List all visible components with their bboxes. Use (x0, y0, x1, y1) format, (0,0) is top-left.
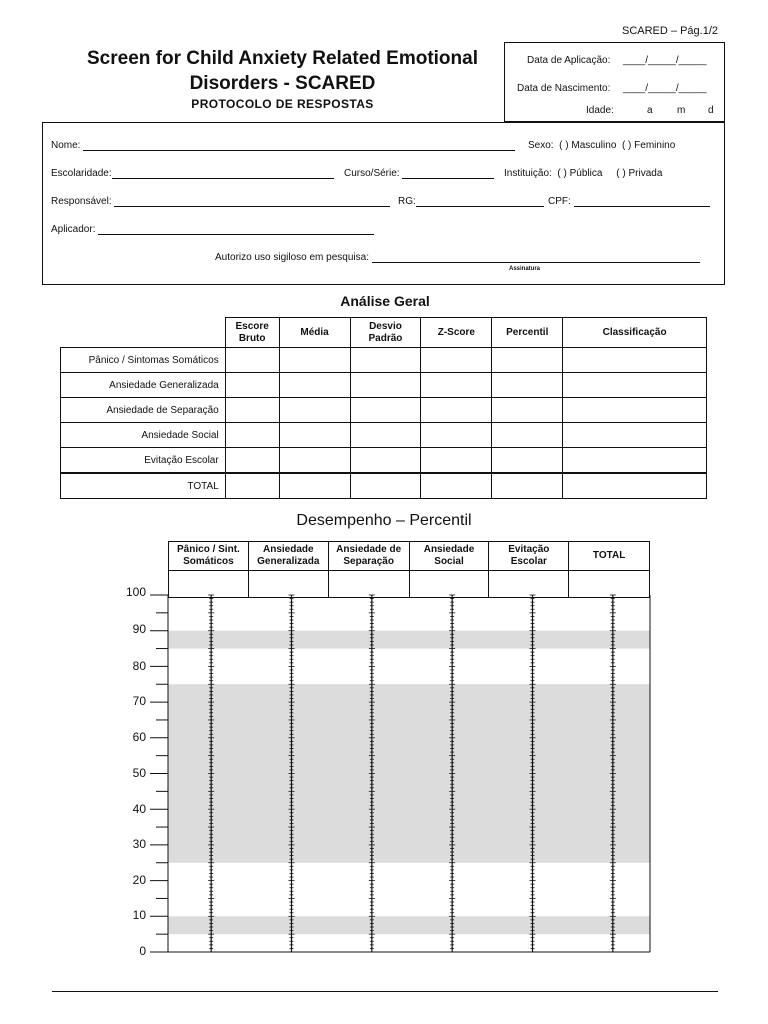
col-percentil: Percentil (492, 318, 563, 348)
age-months[interactable]: m (677, 105, 686, 116)
institution-option-public[interactable]: ( ) Pública (557, 168, 603, 179)
analysis-title: Análise Geral (340, 293, 430, 309)
age-years[interactable]: a (647, 105, 653, 116)
cpf-label: CPF: (548, 196, 571, 207)
schooling-label: Escolaridade: (51, 168, 112, 179)
y-tick-label: 10 (132, 908, 146, 922)
y-tick-label: 60 (132, 730, 146, 744)
y-tick-label: 50 (132, 766, 146, 780)
birth-date-field[interactable]: ____/_____/_____ (623, 83, 707, 94)
shaded-band (168, 631, 650, 649)
perf-col-panic: Pânico / Sint. Somáticos (169, 542, 249, 571)
row-label-school: Evitação Escolar (61, 448, 226, 474)
birth-date-label: Data de Nascimento: (517, 83, 611, 94)
col-z-score: Z-Score (421, 318, 492, 348)
course-label: Curso/Série: (344, 168, 400, 179)
rg-label: RG: (398, 196, 416, 207)
row-label-separation: Ansiedade de Separação (61, 398, 226, 423)
perf-col-school: Evitação Escolar (489, 542, 569, 571)
examiner-label: Aplicador: (51, 224, 96, 235)
sex-label: Sexo: (528, 140, 554, 151)
row-label-panic: Pânico / Sintomas Somáticos (61, 348, 226, 373)
application-date-label: Data de Aplicação: (527, 55, 611, 66)
performance-title: Desempenho – Percentil (296, 512, 472, 529)
col-classificacao: Classificação (563, 318, 707, 348)
row-label-generalized: Ansiedade Generalizada (61, 373, 226, 398)
sex-option-male[interactable]: ( ) Masculino (559, 140, 617, 151)
perf-col-social: Ansiedade Social (409, 542, 489, 571)
y-tick-label: 90 (132, 622, 146, 636)
y-tick-label: 30 (132, 837, 146, 851)
row-label-total: TOTAL (61, 473, 226, 499)
guardian-label: Responsável: (51, 196, 112, 207)
y-tick-label: 0 (139, 944, 146, 958)
page-number: SCARED – Pág.1/2 (622, 25, 718, 37)
footer-divider (52, 991, 718, 992)
y-tick-label: 100 (125, 585, 146, 599)
shaded-band (168, 916, 650, 934)
col-media: Média (279, 318, 350, 348)
perf-col-separation: Ansiedade de Separação (328, 542, 409, 571)
shaded-band (168, 684, 650, 863)
form-subtitle: PROTOCOLO DE RESPOSTAS (191, 97, 374, 111)
y-tick-label: 80 (132, 659, 146, 673)
institution-label: Instituição: (504, 168, 552, 179)
col-escore-bruto: Escore Bruto (225, 318, 279, 348)
institution-option-private[interactable]: ( ) Privada (616, 168, 663, 179)
form-title-line2: Disorders - SCARED (189, 73, 376, 94)
consent-label: Autorizo uso sigiloso em pesquisa: (215, 252, 369, 263)
perf-col-total: TOTAL (569, 542, 650, 571)
perf-col-generalized: Ansiedade Generalizada (248, 542, 328, 571)
age-label: Idade: (586, 105, 614, 116)
sex-option-female[interactable]: ( ) Feminino (621, 140, 676, 151)
application-date-field[interactable]: ____/_____/_____ (623, 55, 707, 66)
col-desvio-padrao: Desvio Padrão (350, 318, 421, 348)
signature-caption: Assinatura (509, 266, 541, 272)
y-tick-label: 40 (132, 802, 146, 816)
form-title: Screen for Child Anxiety Related Emotional (87, 48, 478, 69)
age-days[interactable]: d (708, 105, 714, 116)
name-label: Nome: (51, 140, 81, 151)
y-tick-label: 70 (132, 694, 146, 708)
y-tick-label: 20 (132, 873, 146, 887)
row-label-social: Ansiedade Social (61, 423, 226, 448)
